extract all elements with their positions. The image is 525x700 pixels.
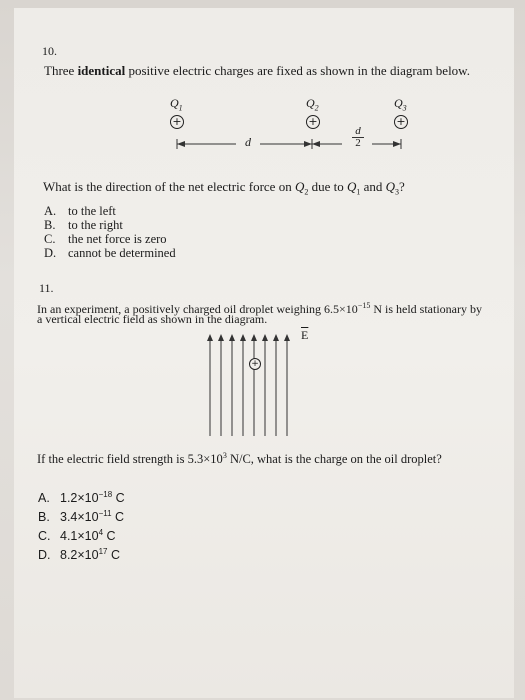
q10-option-b[interactable]: B. to the right [44, 218, 123, 232]
q10-options [44, 204, 176, 260]
charge-q3-label: $Q_3$ [394, 96, 407, 113]
q11-option-b[interactable]: B. $3.4\times 10^{-11}$ C [38, 509, 125, 525]
oil-droplet-plus: + [249, 358, 261, 370]
q11-stem-line2: a vertical electric field as shown in the diagram. [37, 312, 268, 326]
charge-q2-label: $Q_2$ [306, 96, 319, 113]
electric-field-diagram [202, 328, 312, 440]
q10-option-a[interactable]: A. to the left [44, 204, 116, 218]
q10-option-c[interactable]: C. the net force is zero [44, 232, 167, 246]
charge-q1-label: $Q_1$ [170, 96, 183, 113]
distance-d-over-2 [352, 126, 364, 149]
worksheet-page [14, 8, 514, 698]
distance-arrows [164, 126, 414, 166]
q10-stem-bold: identical [77, 63, 126, 78]
q10-stem [44, 63, 470, 78]
q11-number: 11. [39, 281, 54, 295]
q10-question: What is the direction of the net electric force on $Q_2$ due to $Q_1$ and $Q_3$? [43, 179, 405, 197]
charge-q2-plus: + [306, 115, 320, 129]
distance-d-label: d [245, 135, 251, 149]
q11-question: If the electric field strength is $5.3\times 10^3$ N/C, what is the charge on the oil droplet? [37, 451, 442, 467]
q11-option-d[interactable]: D. $8.2\times 10^{17}$ C [38, 547, 120, 563]
q11-option-a[interactable]: A. $1.2\times 10^{-18}$ C [38, 490, 125, 506]
fraction-numerator: d [355, 125, 361, 137]
q10-option-d[interactable]: D. cannot be determined [44, 246, 176, 260]
fraction-denominator: 2 [352, 137, 364, 149]
charge-q3-plus: + [394, 115, 408, 129]
q11-options [38, 487, 125, 563]
q11-stem-line1: In an experiment, a positively charged oil droplet weighing $6.5\times 10^{-15}$ N is held stationary by [37, 301, 482, 316]
charge-q1-plus: + [170, 115, 184, 129]
field-e-label: $\overline{E}$ [301, 328, 309, 342]
q10-stem-pre: Three [44, 63, 78, 78]
q10-stem-post: positive electric charges are fixed as shown in the diagram below. [125, 63, 470, 78]
q10-number: 10. [42, 44, 57, 58]
q11-option-c[interactable]: C. $4.1\times 10^4$ C [38, 528, 116, 544]
